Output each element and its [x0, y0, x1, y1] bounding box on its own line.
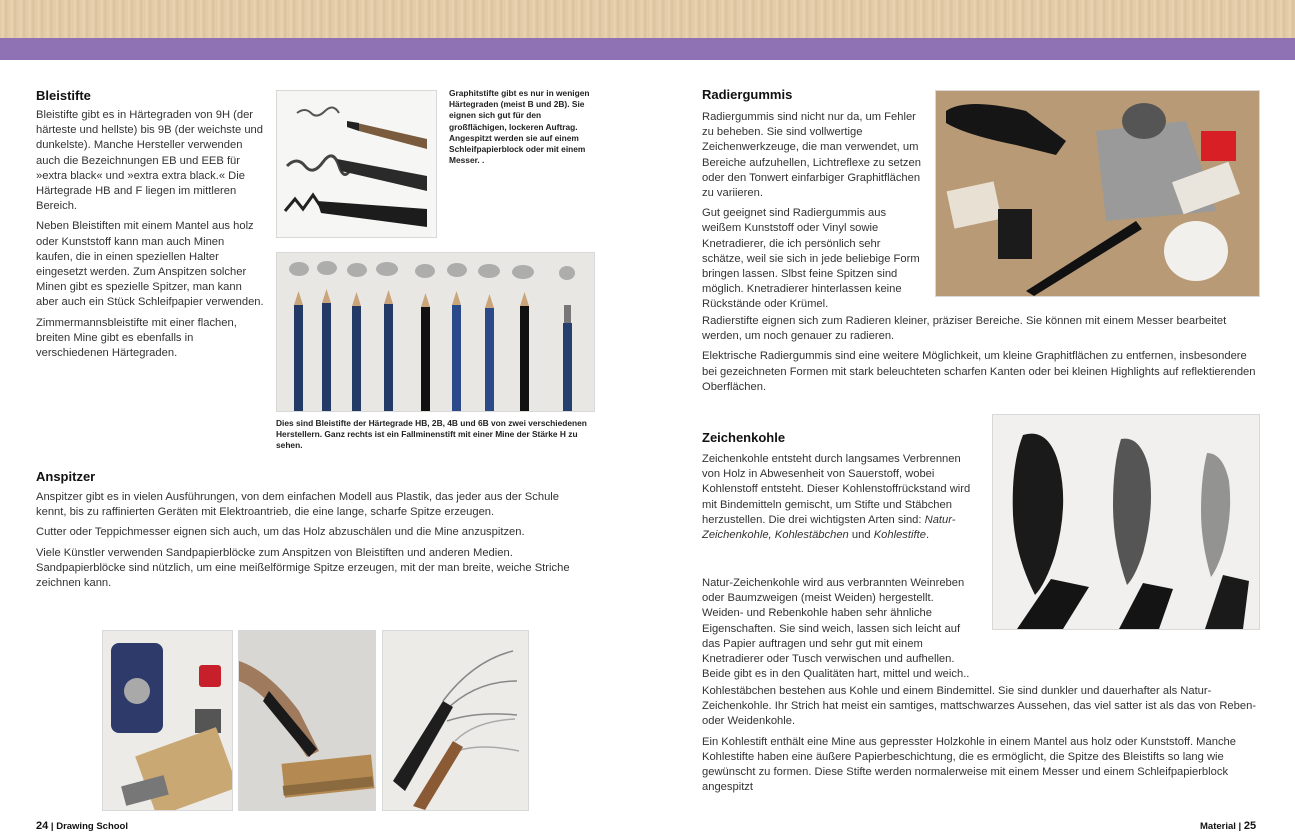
photo-graphite-sticks [276, 90, 437, 238]
paragraph: Radiergummis sind nicht nur da, um Fehler zu beheben. Sie sind vollwertige Zeichenwerkzeuge, die man verwendet, um Bereiche aufzuhellen, Lichtreflexe zu setzen oder den Tonwert einfarbiger Graphitflächen zu variieren. [702, 111, 921, 200]
paragraph: Elektrische Radiergummis sind eine weitere Möglichkeit, um kleine Graphitflächen zu entfernen, insbesondere bei gezeichneten Formen mit stark beleuchteten scharfen Kanten oder bei kleinen Highlights auf reflektierenden Oberflächen. [702, 350, 1256, 393]
text-zeichenkohle-intro [702, 452, 978, 548]
photo-sharpened-points [382, 630, 529, 811]
heading-radiergummis: Radiergummis [702, 87, 793, 102]
heading-bleistifte: Bleistifte [36, 88, 91, 103]
footer-book-title: Drawing School [56, 821, 128, 832]
photo-pencils-hardness [276, 252, 595, 412]
footer-left [36, 820, 128, 832]
paragraph: Bleistifte gibt es in Härtegraden von 9H (der härteste und hellste) bis 9B (der weichste und dunkelste). Manche Hersteller verwenden auch die Bezeichnungen EB und EEB für »extra black« und »extra extra black.« Die Härtegrade HB and F liegen im mittleren Bereich. [36, 109, 263, 213]
page-number: 25 [1243, 820, 1257, 832]
paragraph: Zimmermannsbleistifte mit einer flachen, breiten Mine gibt es ebenfalls in verschiedenen Härtegraden. [36, 316, 237, 360]
footer-separator: | [1238, 821, 1242, 832]
photo-erasers [935, 90, 1260, 297]
accent-band [0, 38, 1295, 60]
heading-anspitzer: Anspitzer [36, 469, 96, 484]
paragraph: Anspitzer gibt es in vielen Ausführungen, von dem einfachen Modell aus Plastik, das jeder aus der Schule kennt, bis zu raffinierten Geräten mit Elektroantrieb, die eine lange, scharfe Spitze erzeugen. [36, 491, 560, 519]
footer-separator: | [50, 821, 54, 832]
paragraph: Kohlestäbchen bestehen aus Kohle und einem Bindemittel. Sie sind dunkler und dauerhafter als Natur-Zeichenkohle. Ihr Strich hat meist ein samtiges, mattschwarzes Aussehen, das viel satter ist als das von Reben- oder Weidenkohle. [702, 685, 1257, 728]
text-radiergummis-top [702, 110, 924, 318]
text-emphasis: Kohlestifte [873, 529, 926, 542]
text-span: Zeichenkohle entsteht durch langsames Verbrennen von Holz in Abwesenheit von Sauerstoff, wobei Kohlenstoff entsteht. Dieser Kohlenstoffrückstand wird mit Bindemitteln gemischt, um Stifte und Stäbchen herzustellen. Die drei wichtigsten Arten sind: [702, 453, 971, 526]
paragraph-natur: Natur-Zeichenkohle wird aus verbrannten Weinreben oder Baumzweigen (meist Weiden) hergestellt. Weiden- und Rebenkohle haben sehr ähnliche Eigenschaften. Sie sind weich, lassen sich leicht auf das Papier auftragen und sehr gut mit einem Knetradierer oder Tusch verwischen und aufhellen. Beide gibt es in den Qualitäten hart, mittel und weich.. [702, 577, 970, 681]
paragraph-arten [702, 452, 978, 543]
page-number: 24 [36, 820, 49, 832]
text-bleistifte [36, 108, 264, 366]
text-anspitzer [36, 490, 592, 596]
paragraph: Ein Kohlestift enthält eine Mine aus gepresster Holzkohle in einem Mantel aus holz oder Kunststoff. Manche Kohlestifte haben eine äußere Papierbeschichtung, die es ermöglicht, die Spitze des Bleistifts so lang wie gewünscht zu formen. Diese Stifte werden normalerweise mit einem Messer und einem Schleifpapierblock angespitzt [702, 735, 1236, 794]
footer-right [1200, 820, 1256, 832]
footer-chapter-title: Material [1200, 821, 1236, 832]
caption-pencils: Dies sind Bleistifte der Härtegrade HB, 2B, 4B und 6B von zwei verschiedenen Herstellern. Ganz rechts ist ein Fallminenstift mit einer Mine der Stärke H zu sehen. [276, 418, 587, 451]
decorative-top-band [0, 0, 1295, 38]
paragraph: Cutter oder Teppichmesser eignen sich auch, um das Holz abzuschälen und die Mine anzuspitzen. [36, 526, 525, 539]
heading-zeichenkohle: Zeichenkohle [702, 430, 786, 445]
paragraph: Radierstifte eignen sich zum Radieren kleiner, präziser Bereiche. Sie können mit einem Messer bearbeitet werden, um noch genauer zu radieren. [702, 315, 1227, 343]
paragraph: Gut geeignet sind Radiergummis aus weißem Kunststoff oder Vinyl sowie Knetradierer, die ich persönlich sehr schätze, weil sie sich in jede beliebige Form bringen lassen. Slbst feine Spitzen sind möglich. Knetradierer hinterlassen keine Rückstände oder Krümel. [702, 207, 920, 311]
text-zeichenkohle-more [702, 684, 1258, 800]
caption-graphite: Graphitstifte gibt es nur in wenigen Härtegraden (meist B und 2B). Sie eignen sich gut für den großflächigen, lockeren Auftrag. Angespitzt werden sie auf einem Schleifpapierblock oder mit einem Messer. . [449, 88, 590, 166]
photo-knife-sharpening [238, 630, 376, 811]
paragraph: Viele Künstler verwenden Sandpapierblöcke zum Anspitzen von Bleistiften und anderen Medien. Sandpapierblöcke sind nützlich, um eine meißelförmige Spitze erzeugen, mit der man breite, weiche Striche zeichnen kann. [36, 546, 570, 590]
photo-sharpeners [102, 630, 233, 811]
text-span: . [925, 529, 930, 542]
text-span: und [848, 529, 874, 542]
text-radiergummis-bottom [702, 314, 1260, 400]
photo-charcoal [992, 414, 1260, 630]
paragraph: Neben Bleistiften mit einem Mantel aus holz oder Kunststoff kann man auch Minen kaufen, die in einen speziellen Halter eingesetzt werden. Zum Anspitzen solcher Minen gibt es spezielle Spitzer, man kann aber auch ein Stück Schleifpapier verwenden. [36, 220, 264, 309]
text-emphasis: Natur-Zeichenkohle, Kohlestäbchen [702, 513, 956, 542]
